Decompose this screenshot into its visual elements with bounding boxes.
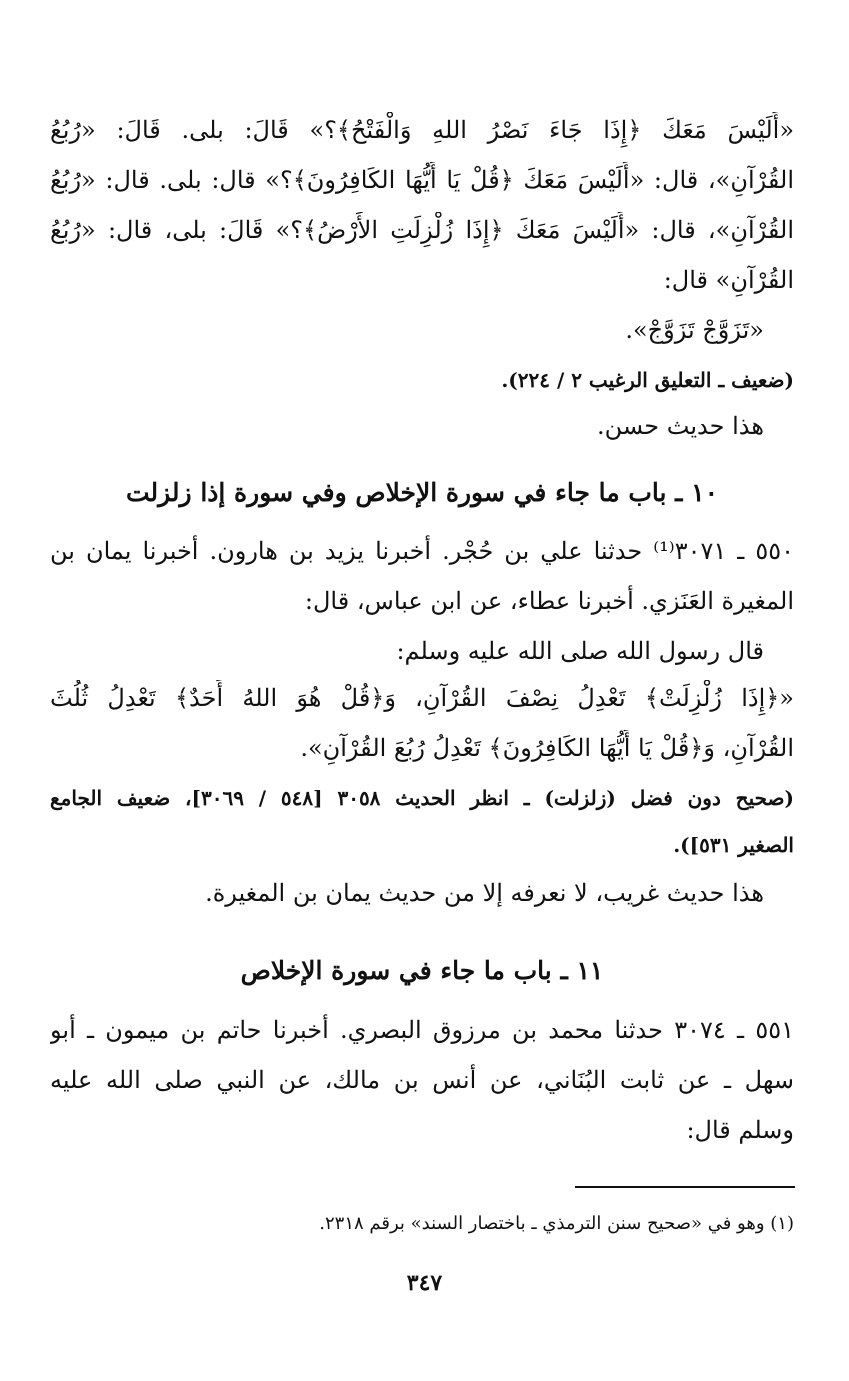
hadith-551-line-2: سهل ـ عن ثابت البُنَاني، عن أنس بن مالك، عن النبي صلى الله عليه — [50, 1066, 794, 1094]
hadith-550-line-3: قال رسول الله صلى الله عليه وسلم: — [396, 637, 764, 665]
hadith-551-line-3: وسلم قال: — [686, 1116, 794, 1144]
hadith-551-line-1: ٥٥١ ـ ٣٠٧٤ حدثنا محمد بن مرزوق البصري. أخبرنا حاتم بن ميمون ـ أبو — [50, 1016, 794, 1044]
text-line-4: القُرْآنِ» قال: — [663, 266, 794, 294]
grading-note-2: (صحيح دون فضل (زلزلت) ـ انظر الحديث ٣٠٥٨ [٥٤٨ / ٣٠٦٩]، ضعيف الجامع — [50, 786, 794, 810]
text-line-2: القُرْآنِ»، قال: «أَلَيْسَ مَعَكَ ﴿قُلْ يَا أَيُّهَا الكَافِرُونَ﴾؟» قال: بلى. قال: «رُبُعُ — [50, 166, 794, 194]
hadith-550-line-5: القُرْآنِ، وَ﴿قُلْ يَا أَيُّهَا الكَافِرُونَ﴾ تَعْدِلُ رُبُعَ القُرْآنِ». — [300, 734, 794, 762]
footnote: (١) وهو في «صحيح سنن الترمذي ـ باختصار السند» برقم ٢٣١٨. — [319, 1213, 794, 1234]
hadith-550-line-2: المغيرة العَنَزي. أخبرنا عطاء، عن ابن عباس، قال: — [304, 587, 794, 615]
chapter-heading-11: ١١ ـ باب ما جاء في سورة الإخلاص — [240, 956, 604, 985]
text-line-1: «أَلَيْسَ مَعَكَ ﴿إِذَا جَاءَ نَصْرُ اللهِ وَالْفَتْحُ﴾؟» قَالَ: بلى. قَالَ: «رُبُعُ — [50, 116, 794, 144]
footnote-divider — [575, 1186, 795, 1188]
hadith-550-line-4: «﴿إِذَا زُلْزِلَتْ﴾ تَعْدِلُ نِصْفَ القُرْآنِ، وَ﴿قُلْ هُوَ اللهُ أَحَدٌ﴾ تَعْدِلُ ثُلُثَ — [50, 684, 794, 712]
text-line-3: القُرْآنِ»، قال: «أَلَيْسَ مَعَكَ ﴿إِذَا زُلْزِلَتِ الأَرْضُ﴾؟» قَالَ: بلى، قال: «رُبُعُ — [50, 216, 794, 244]
page-number: ٣٤٧ — [406, 1270, 443, 1296]
text-line-7: هذا حديث حسن. — [596, 412, 764, 440]
grading-note-2-cont: الصغير ٥٣١]). — [673, 833, 794, 857]
text-line-5: «تَزَوَّجْ تَزَوَّجْ». — [625, 316, 764, 344]
hadith-550-comment: هذا حديث غريب، لا نعرفه إلا من حديث يمان بن المغيرة. — [205, 879, 764, 907]
grading-note-1: (ضعيف ـ التعليق الرغيب ٢ / ٢٢٤). — [501, 368, 794, 392]
chapter-heading-10: ١٠ ـ باب ما جاء في سورة الإخلاص وفي سورة إذا زلزلت — [125, 478, 719, 507]
hadith-550-line-1: ٥٥٠ ـ ٣٠٧١⁽¹⁾ حدثنا علي بن حُجْر. أخبرنا يزيد بن هارون. أخبرنا يمان بن — [50, 537, 794, 565]
